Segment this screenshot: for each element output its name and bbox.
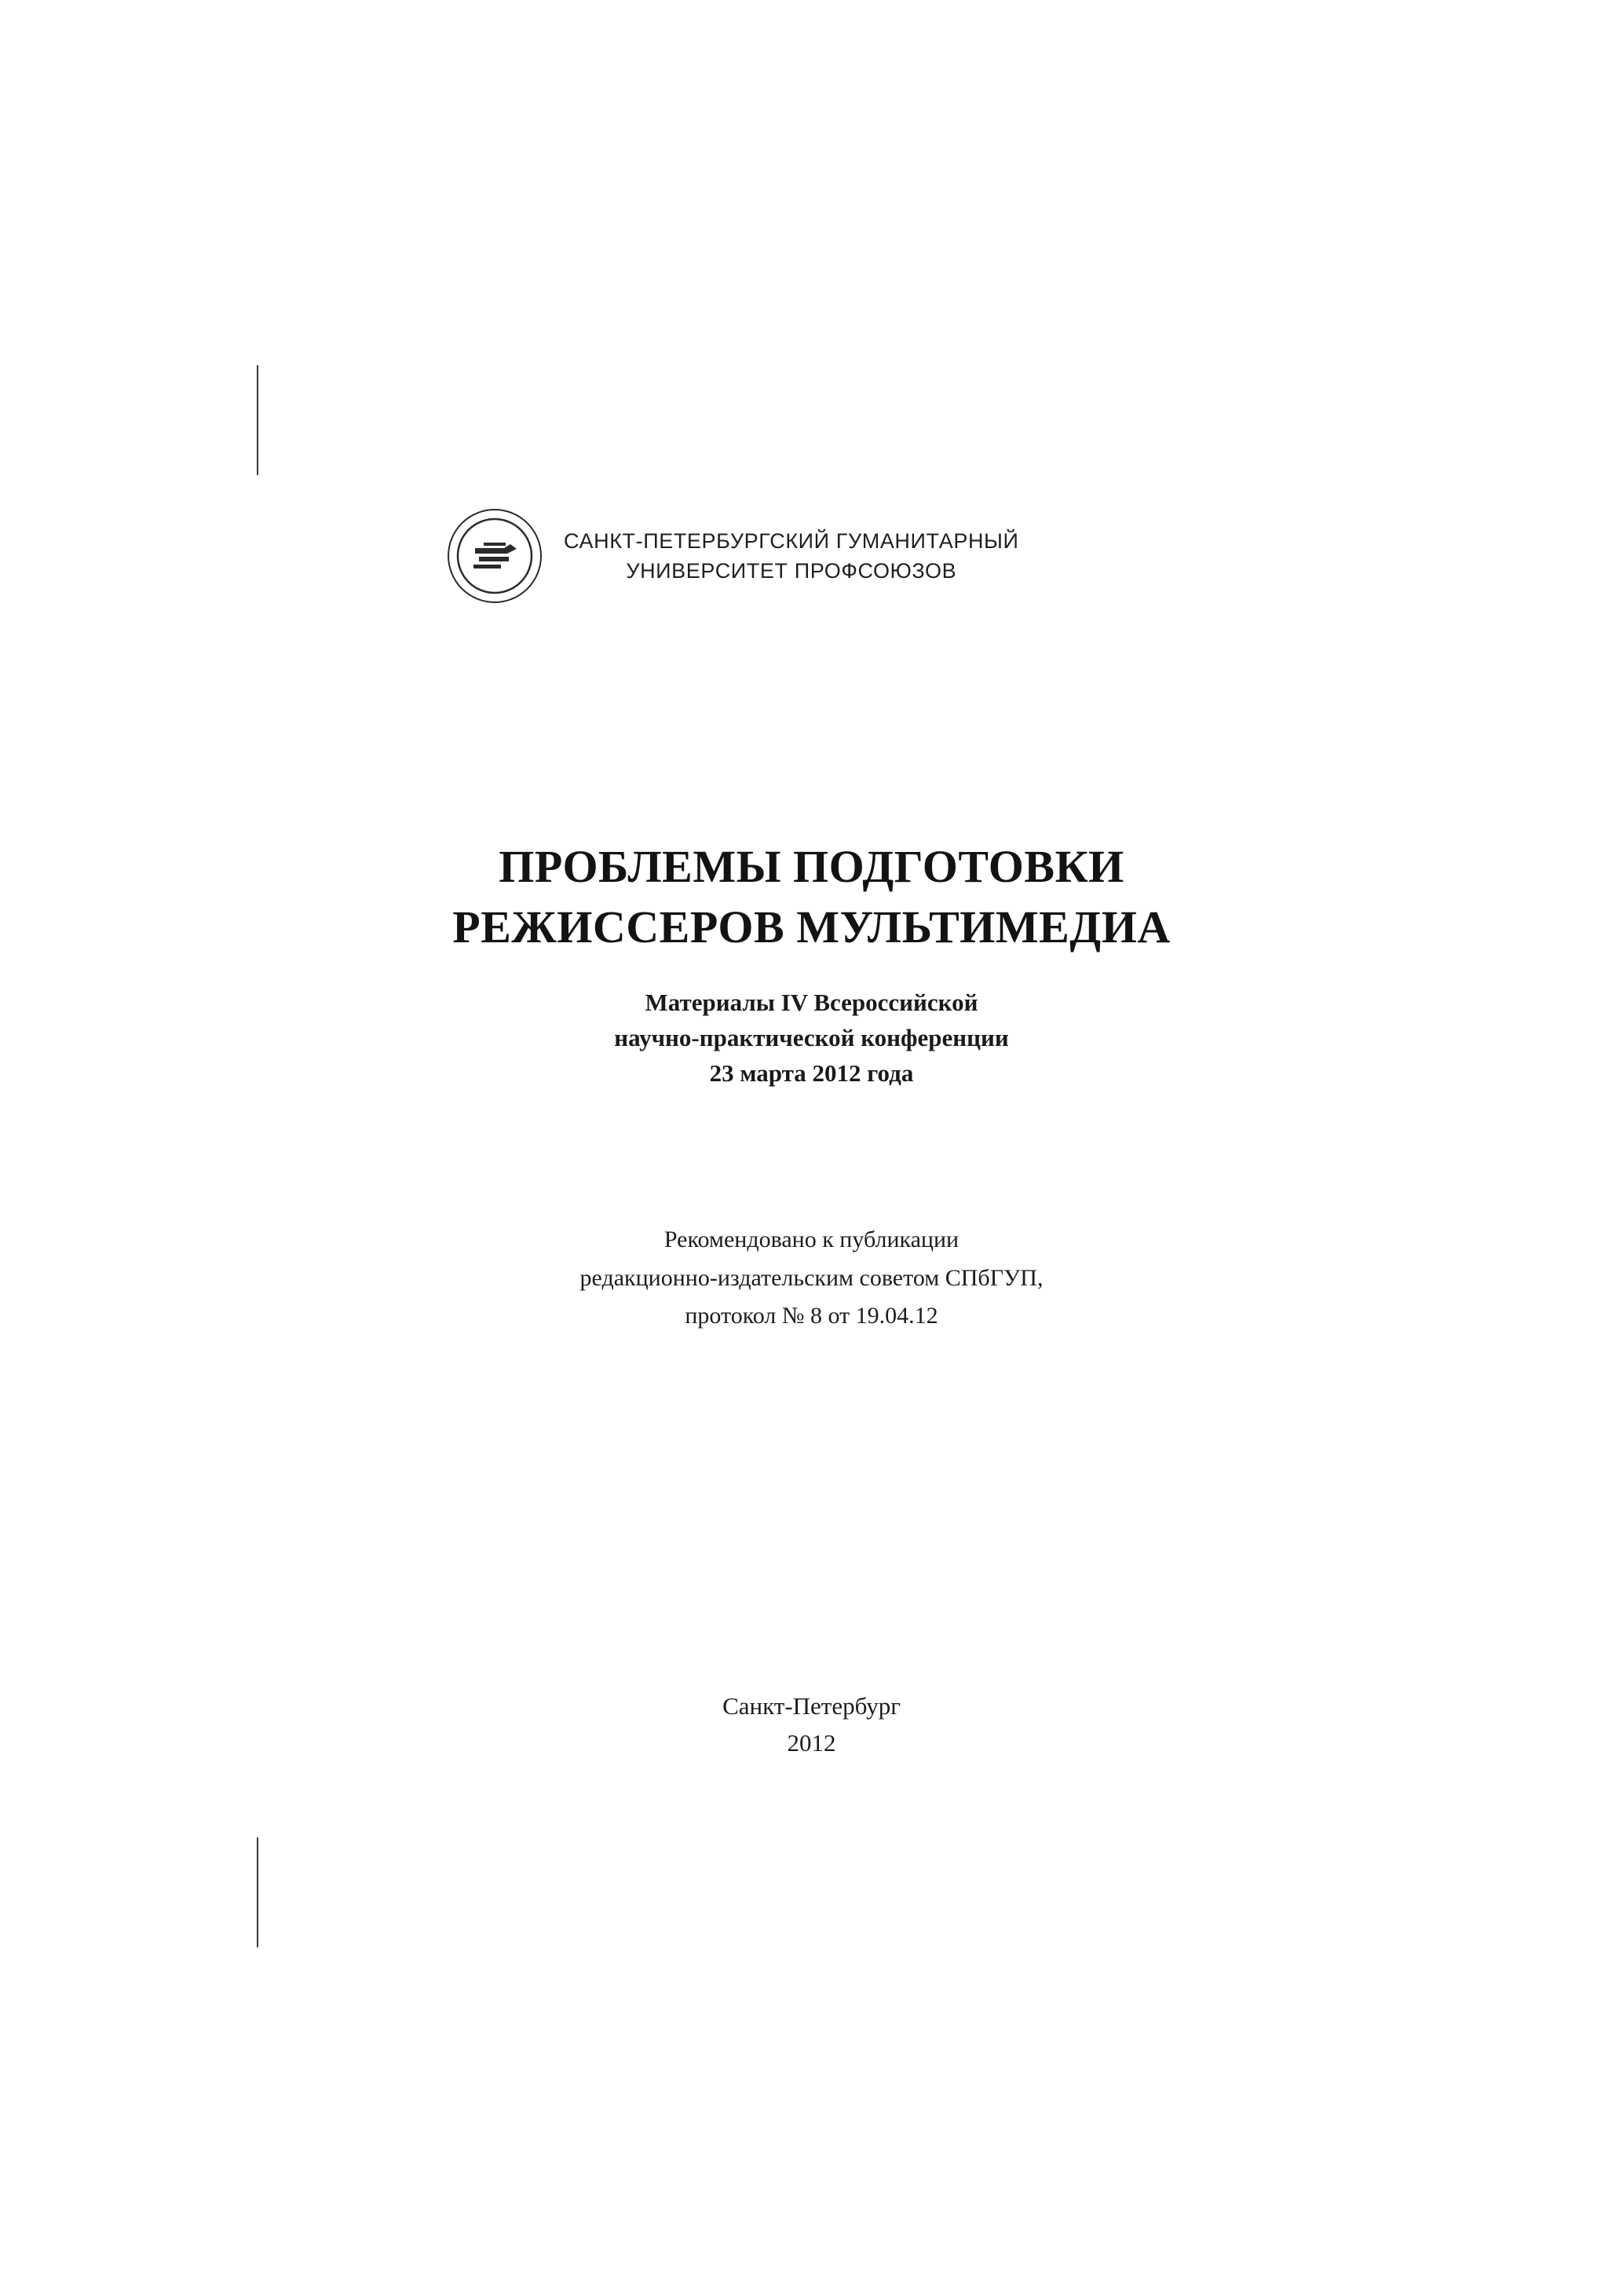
subtitle-line-1: Материалы IV Всероссийской xyxy=(645,989,978,1016)
subtitle-line-3: 23 марта 2012 года xyxy=(709,1058,914,1087)
subtitle xyxy=(0,985,1623,1091)
publication-note xyxy=(0,1221,1623,1336)
publisher-header xyxy=(448,509,1019,603)
imprint xyxy=(0,1688,1623,1761)
publisher-name xyxy=(564,526,1019,587)
spbgup-emblem-icon xyxy=(448,509,542,603)
crop-mark-top xyxy=(257,365,258,475)
publication-note-line-3: протокол № 8 от 19.04.12 xyxy=(685,1303,938,1329)
publication-note-line-1: Рекомендовано к публикации xyxy=(663,1227,960,1252)
page-title xyxy=(0,836,1623,957)
title-line-1: ПРОБЛЕМЫ ПОДГОТОВКИ xyxy=(499,841,1124,892)
publication-note-line-2: редакционно-издательским советом СПбГУП, xyxy=(579,1264,1044,1291)
subtitle-line-2: научно-практической конференции xyxy=(614,1023,1009,1051)
title-line-2: РЕЖИССЕРОВ МУЛЬТИМЕДИА xyxy=(452,901,1171,953)
imprint-city: Санкт-Петербург xyxy=(722,1692,901,1720)
publisher-name-line1: САНКТ-ПЕТЕРБУРГСКИЙ ГУМАНИТАРНЫЙ xyxy=(564,528,1019,553)
imprint-year: 2012 xyxy=(787,1728,836,1757)
crop-mark-bottom xyxy=(257,1837,258,1947)
publisher-name-line2: УНИВЕРСИТЕТ ПРОФСОЮЗОВ xyxy=(626,559,957,583)
